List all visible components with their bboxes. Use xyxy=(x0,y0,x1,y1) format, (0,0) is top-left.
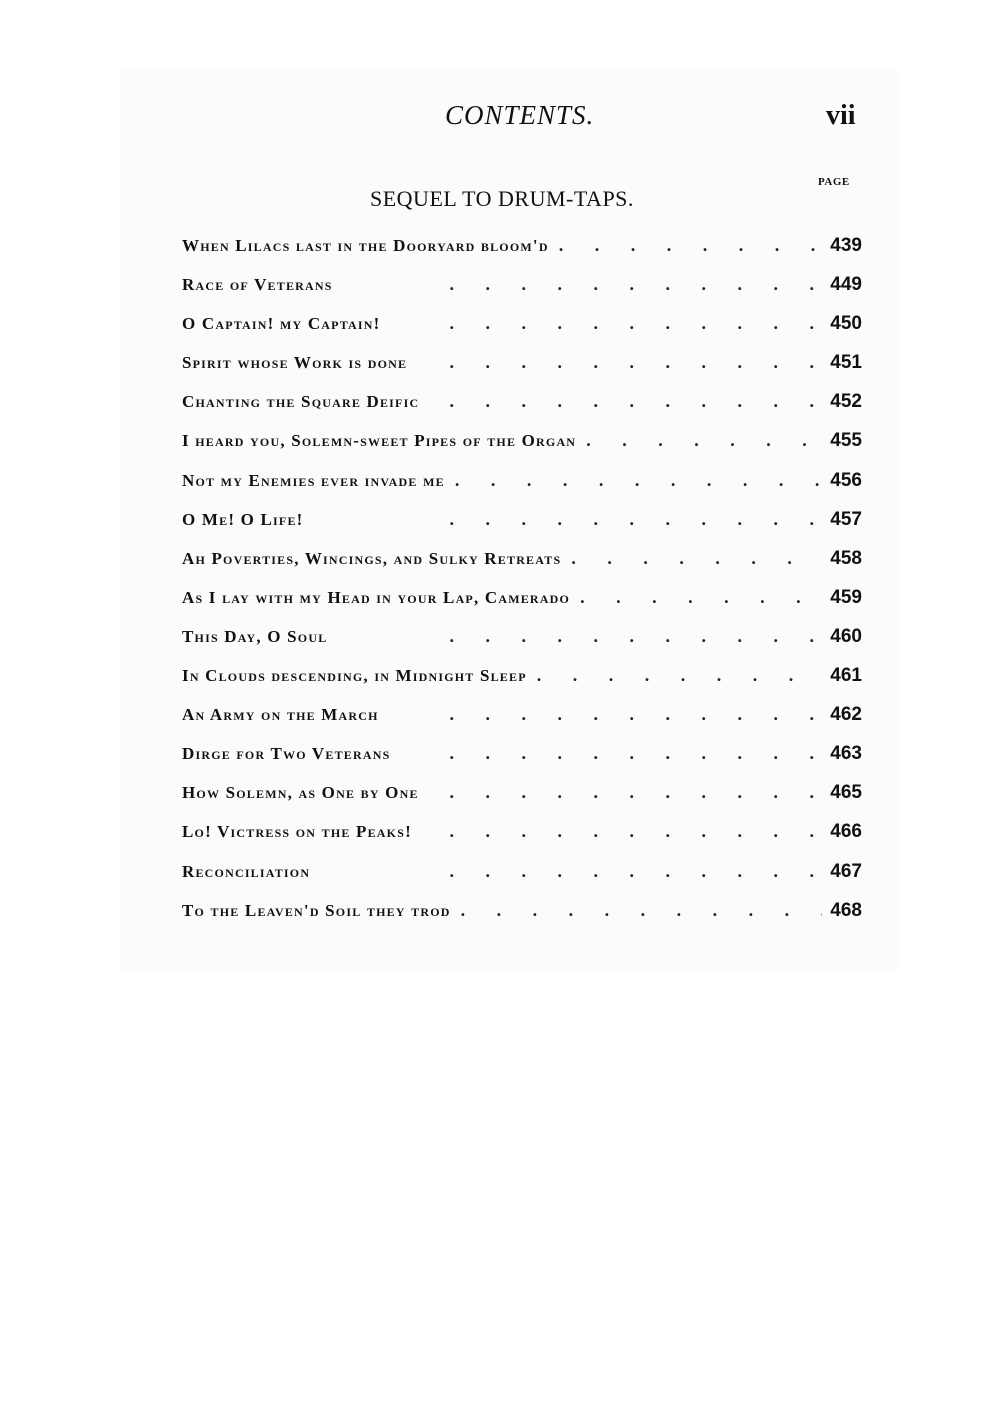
toc-entry xyxy=(182,308,862,347)
toc-entry-title: How Solemn, as One by One xyxy=(182,783,419,803)
toc-entry-page: 465 xyxy=(830,782,862,804)
running-title: CONTENTS. xyxy=(445,100,595,130)
toc-entry-title: Not my Enemies ever invade me xyxy=(182,470,445,490)
dot-leader xyxy=(451,895,822,925)
toc-entry-title: Race of Veterans xyxy=(182,275,333,295)
toc-entry-title: An Army on the March xyxy=(182,705,379,725)
toc-entry-title: Ah Poverties, Wincings, and Sulky Retreats xyxy=(182,548,562,568)
page-column-label: PAGE xyxy=(818,176,850,188)
dot-leader xyxy=(379,699,822,729)
toc-entry-title: Reconciliation xyxy=(182,861,311,881)
dot-leader xyxy=(445,465,822,495)
dot-leader xyxy=(390,738,822,768)
toc-entry-title: Lo! Victress on the Peaks! xyxy=(182,822,412,842)
dot-leader xyxy=(310,856,822,886)
toc-entry-page: 456 xyxy=(830,469,862,491)
toc-entry-title: I heard you, Solemn-sweet Pipes of the Organ xyxy=(182,431,577,451)
toc-entry xyxy=(182,816,862,855)
toc-entry xyxy=(182,582,862,621)
toc-entry xyxy=(182,504,862,543)
dot-leader xyxy=(419,386,822,416)
toc-entry xyxy=(182,777,862,816)
toc-entry xyxy=(182,425,862,464)
toc-entry-page: 457 xyxy=(830,508,862,530)
dot-leader xyxy=(527,660,822,690)
toc-entry xyxy=(182,543,862,582)
toc-entry-title: This Day, O Soul xyxy=(182,626,328,646)
toc-entry xyxy=(182,230,862,269)
toc-entry-page: 452 xyxy=(830,391,862,413)
dot-leader xyxy=(407,347,822,377)
toc-entry-title: As I lay with my Head in your Lap, Camerado xyxy=(182,587,571,607)
dot-leader xyxy=(304,504,822,534)
toc-entry-page: 466 xyxy=(830,821,862,843)
dot-leader xyxy=(327,621,822,651)
toc-entry xyxy=(182,660,862,699)
toc-entry xyxy=(182,465,862,504)
toc-entry-page: 459 xyxy=(830,586,862,608)
toc-entry-page: 462 xyxy=(830,704,862,726)
dot-leader xyxy=(412,816,822,846)
toc-entry-title: Chanting the Square Deific xyxy=(182,392,420,412)
toc-entry-page: 451 xyxy=(830,352,862,374)
toc-entry-page: 439 xyxy=(830,235,862,256)
toc-entry-title: O Me! O Life! xyxy=(182,509,304,529)
toc-entry xyxy=(182,895,862,934)
toc-entry xyxy=(182,269,862,308)
toc-entry-page: 467 xyxy=(830,860,862,882)
page-number: vii xyxy=(826,100,856,131)
toc-entry-page: 468 xyxy=(830,899,862,921)
dot-leader xyxy=(419,777,822,807)
toc-entry-title: In Clouds descending, in Midnight Sleep xyxy=(182,666,527,686)
toc-entry xyxy=(182,386,862,425)
toc-entry xyxy=(182,621,862,660)
toc-entry-page: 455 xyxy=(830,430,862,452)
section-title: SEQUEL TO DRUM-TAPS. xyxy=(370,186,634,211)
dot-leader xyxy=(380,308,822,338)
toc-entry-title: Spirit whose Work is done xyxy=(182,353,408,373)
dot-leader xyxy=(549,230,822,260)
toc-entry-page: 449 xyxy=(830,274,862,296)
toc-entry xyxy=(182,856,862,895)
toc-entry-page: 460 xyxy=(830,625,862,647)
toc-entry-title: When Lilacs last in the Dooryard bloom'd xyxy=(182,236,549,255)
dot-leader xyxy=(570,582,822,612)
toc-entry-title: Dirge for Two Veterans xyxy=(182,744,391,764)
toc-entry-page: 450 xyxy=(830,313,862,335)
toc-entry-page: 463 xyxy=(830,743,862,765)
table-of-contents xyxy=(182,230,862,934)
toc-entry xyxy=(182,347,862,386)
toc-entry xyxy=(182,699,862,738)
toc-entry-title: O Captain! my Captain! xyxy=(182,314,381,334)
dot-leader xyxy=(333,269,822,299)
toc-entry-title: To the Leaven'd Soil they trod xyxy=(182,900,451,920)
dot-leader xyxy=(561,543,822,573)
running-head xyxy=(0,100,1000,140)
toc-entry-page: 461 xyxy=(830,665,862,687)
dot-leader xyxy=(576,425,822,455)
toc-entry-page: 458 xyxy=(830,547,862,569)
toc-entry xyxy=(182,738,862,777)
